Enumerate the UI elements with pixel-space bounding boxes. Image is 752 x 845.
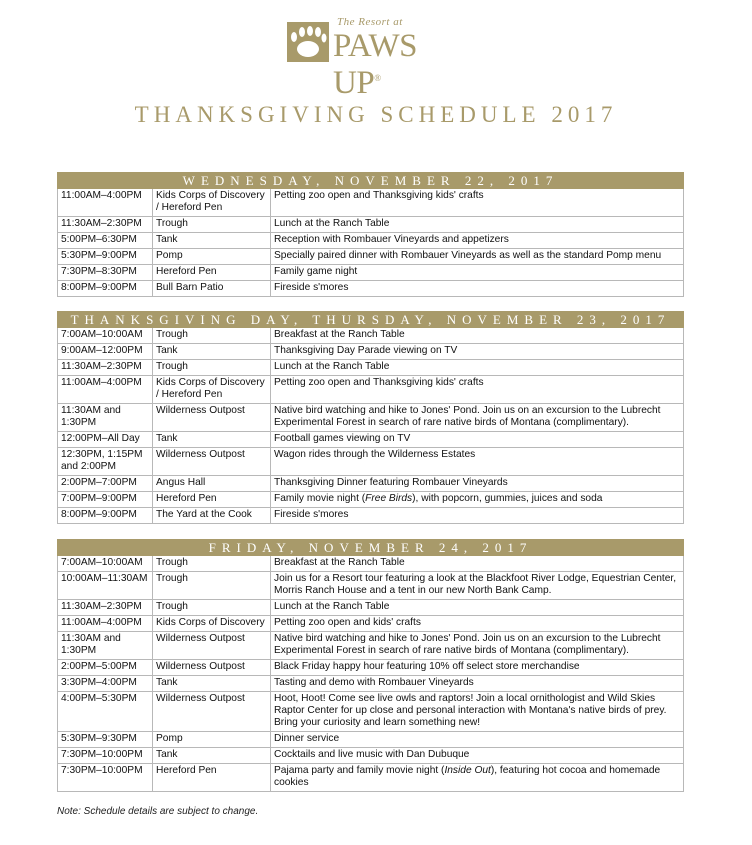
logo-tagline: The Resort at xyxy=(337,16,403,28)
event-description: Breakfast at the Ranch Table xyxy=(271,328,684,344)
schedule-table-friday xyxy=(57,539,684,792)
event-description: Specially paired dinner with Rombauer Vineyards as well as the standard Pomp menu xyxy=(271,249,684,265)
event-time: 11:00AM–4:00PM xyxy=(58,376,153,404)
table-row xyxy=(58,344,684,360)
event-time: 5:00PM–6:30PM xyxy=(58,233,153,249)
event-location: Hereford Pen xyxy=(153,764,271,792)
event-location: Wilderness Outpost xyxy=(153,404,271,432)
event-description: Reception with Rombauer Vineyards and appetizers xyxy=(271,233,684,249)
day-heading: THANKSGIVING DAY, THURSDAY, NOVEMBER 23, 2017 xyxy=(58,312,684,328)
event-description: Family game night xyxy=(271,265,684,281)
table-row xyxy=(58,676,684,692)
event-time: 11:30AM–2:30PM xyxy=(58,600,153,616)
table-row xyxy=(58,616,684,632)
event-time: 11:30AM–2:30PM xyxy=(58,360,153,376)
event-location: Tank xyxy=(153,344,271,360)
table-row xyxy=(58,632,684,660)
event-description: Fireside s'mores xyxy=(271,508,684,524)
schedule-note: Note: Schedule details are subject to change. xyxy=(57,806,259,817)
event-location: Pomp xyxy=(153,249,271,265)
table-row xyxy=(58,265,684,281)
day-heading-row xyxy=(58,173,684,189)
event-description: Lunch at the Ranch Table xyxy=(271,360,684,376)
event-description: Hoot, Hoot! Come see live owls and raptors! Join a local ornithologist and Wild Skies Raptor Center for up close and personal interaction with Montana's native birds of prey. Bring your curiosity and learn something new! xyxy=(271,692,684,732)
table-row xyxy=(58,432,684,448)
day-heading: WEDNESDAY, NOVEMBER 22, 2017 xyxy=(58,173,684,189)
schedule-table-thursday xyxy=(57,311,684,524)
event-location: Tank xyxy=(153,233,271,249)
event-time: 7:00PM–9:00PM xyxy=(58,492,153,508)
page-title: THANKSGIVING SCHEDULE 2017 xyxy=(134,102,618,127)
resort-logo xyxy=(287,14,467,101)
event-location: Wilderness Outpost xyxy=(153,660,271,676)
paw-print-icon xyxy=(287,22,329,62)
event-time: 2:00PM–7:00PM xyxy=(58,476,153,492)
event-time: 11:30AM and 1:30PM xyxy=(58,632,153,660)
table-row xyxy=(58,732,684,748)
event-time: 11:30AM and 1:30PM xyxy=(58,404,153,432)
day-heading: FRIDAY, NOVEMBER 24, 2017 xyxy=(58,540,684,556)
event-location: Trough xyxy=(153,217,271,233)
event-location: Tank xyxy=(153,748,271,764)
event-location: Tank xyxy=(153,676,271,692)
event-description: Lunch at the Ranch Table xyxy=(271,217,684,233)
event-description: Native bird watching and hike to Jones' Pond. Join us on an excursion to the Lubrecht Experimental Forest in search of rare native birds of Montana (complimentary). xyxy=(271,632,684,660)
event-description: Petting zoo open and Thanksgiving kids' crafts xyxy=(271,376,684,404)
event-time: 5:30PM–9:30PM xyxy=(58,732,153,748)
event-location: Hereford Pen xyxy=(153,265,271,281)
event-description: Lunch at the Ranch Table xyxy=(271,600,684,616)
event-time: 4:00PM–5:30PM xyxy=(58,692,153,732)
schedule-table-wednesday xyxy=(57,172,684,297)
event-location: Kids Corps of Discovery xyxy=(153,616,271,632)
event-time: 11:30AM–2:30PM xyxy=(58,217,153,233)
table-row xyxy=(58,556,684,572)
event-time: 7:30PM–10:00PM xyxy=(58,764,153,792)
event-time: 7:00AM–10:00AM xyxy=(58,556,153,572)
event-time: 2:00PM–5:00PM xyxy=(58,660,153,676)
event-time: 10:00AM–11:30AM xyxy=(58,572,153,600)
table-row xyxy=(58,508,684,524)
event-description: Petting zoo open and kids' crafts xyxy=(271,616,684,632)
event-description: Thanksgiving Dinner featuring Rombauer Vineyards xyxy=(271,476,684,492)
table-row xyxy=(58,764,684,792)
table-row xyxy=(58,217,684,233)
table-row xyxy=(58,189,684,217)
event-description: Family movie night (Free Birds), with popcorn, gummies, juices and soda xyxy=(271,492,684,508)
event-location: Wilderness Outpost xyxy=(153,632,271,660)
event-location: Bull Barn Patio xyxy=(153,281,271,297)
table-row xyxy=(58,692,684,732)
event-location: Trough xyxy=(153,556,271,572)
table-row xyxy=(58,233,684,249)
event-description: Dinner service xyxy=(271,732,684,748)
event-time: 3:30PM–4:00PM xyxy=(58,676,153,692)
event-location: Kids Corps of Discovery / Hereford Pen xyxy=(153,189,271,217)
event-location: Trough xyxy=(153,572,271,600)
day-heading-row xyxy=(58,312,684,328)
event-description: Petting zoo open and Thanksgiving kids' crafts xyxy=(271,189,684,217)
event-time: 7:30PM–10:00PM xyxy=(58,748,153,764)
event-location: Tank xyxy=(153,432,271,448)
event-location: Trough xyxy=(153,600,271,616)
event-description: Wagon rides through the Wilderness Estates xyxy=(271,448,684,476)
table-row xyxy=(58,360,684,376)
logo-wordmark: PAWS UP® xyxy=(333,28,418,101)
event-location: Wilderness Outpost xyxy=(153,692,271,732)
table-row xyxy=(58,748,684,764)
event-description: Native bird watching and hike to Jones' Pond. Join us on an excursion to the Lubrecht Experimental Forest in search of rare native birds of Montana (complimentary). xyxy=(271,404,684,432)
event-description: Pajama party and family movie night (Inside Out), featuring hot cocoa and homemade cookies xyxy=(271,764,684,792)
table-row xyxy=(58,404,684,432)
event-description: Black Friday happy hour featuring 10% off select store merchandise xyxy=(271,660,684,676)
event-description: Join us for a Resort tour featuring a look at the Blackfoot River Lodge, Equestrian Center, Morris Ranch House and a tent in our new North Bank Camp. xyxy=(271,572,684,600)
table-row xyxy=(58,660,684,676)
table-row xyxy=(58,376,684,404)
event-description: Football games viewing on TV xyxy=(271,432,684,448)
event-location: Wilderness Outpost xyxy=(153,448,271,476)
event-time: 12:30PM, 1:15PM and 2:00PM xyxy=(58,448,153,476)
event-description: Thanksgiving Day Parade viewing on TV xyxy=(271,344,684,360)
event-time: 8:00PM–9:00PM xyxy=(58,281,153,297)
event-description: Breakfast at the Ranch Table xyxy=(271,556,684,572)
table-row xyxy=(58,281,684,297)
day-heading-row xyxy=(58,540,684,556)
event-time: 11:00AM–4:00PM xyxy=(58,616,153,632)
event-time: 11:00AM–4:00PM xyxy=(58,189,153,217)
table-row xyxy=(58,600,684,616)
event-description: Tasting and demo with Rombauer Vineyards xyxy=(271,676,684,692)
table-row xyxy=(58,328,684,344)
event-description: Fireside s'mores xyxy=(271,281,684,297)
event-location: Trough xyxy=(153,360,271,376)
table-row xyxy=(58,448,684,476)
event-location: Pomp xyxy=(153,732,271,748)
event-time: 8:00PM–9:00PM xyxy=(58,508,153,524)
event-time: 9:00AM–12:00PM xyxy=(58,344,153,360)
event-time: 7:30PM–8:30PM xyxy=(58,265,153,281)
event-location: Kids Corps of Discovery / Hereford Pen xyxy=(153,376,271,404)
event-location: The Yard at the Cook xyxy=(153,508,271,524)
table-row xyxy=(58,249,684,265)
event-location: Trough xyxy=(153,328,271,344)
table-row xyxy=(58,476,684,492)
table-row xyxy=(58,492,684,508)
event-time: 12:00PM–All Day xyxy=(58,432,153,448)
event-description: Cocktails and live music with Dan Dubuque xyxy=(271,748,684,764)
event-time: 5:30PM–9:00PM xyxy=(58,249,153,265)
event-location: Hereford Pen xyxy=(153,492,271,508)
event-time: 7:00AM–10:00AM xyxy=(58,328,153,344)
event-location: Angus Hall xyxy=(153,476,271,492)
table-row xyxy=(58,572,684,600)
